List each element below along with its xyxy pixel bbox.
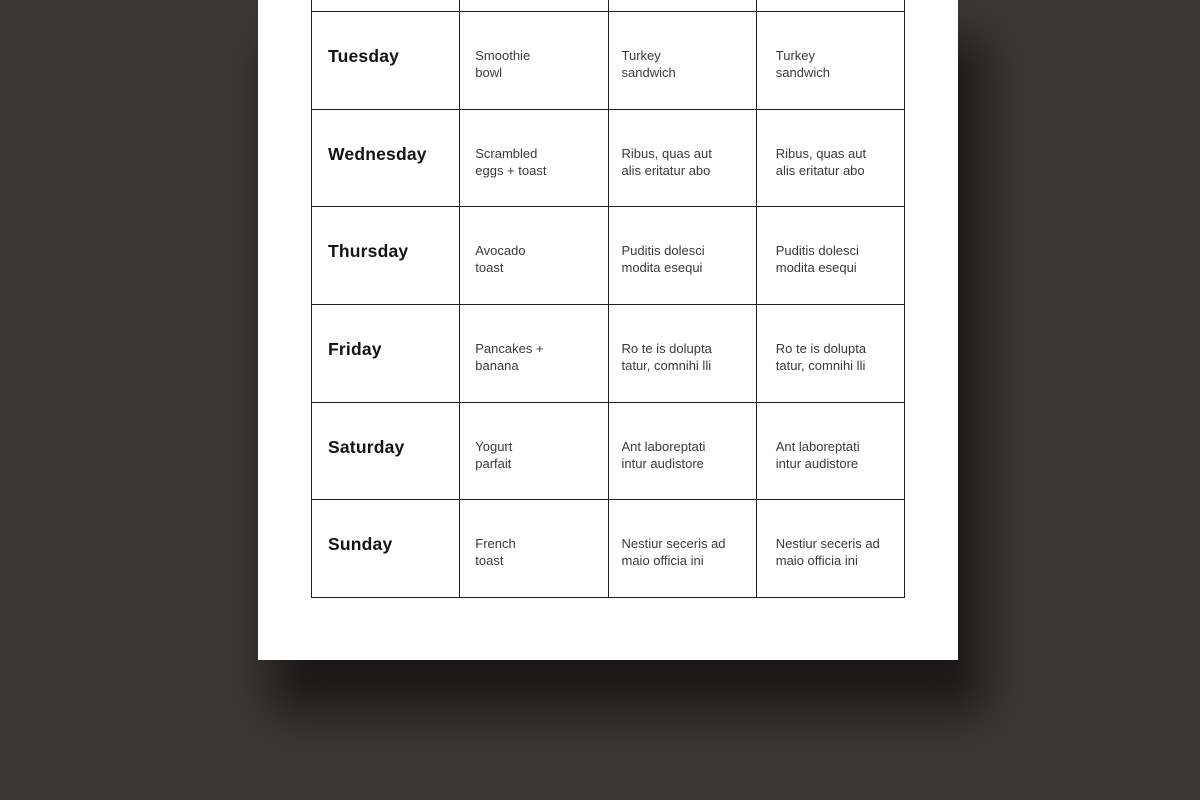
meal-cell xyxy=(609,500,757,598)
meal-text-line: intur audistore xyxy=(775,455,859,471)
meal-text-line: Ant laboreptati xyxy=(621,438,706,454)
meal-text-line: sandwich xyxy=(621,65,676,80)
meal-cell xyxy=(460,12,608,110)
meal-cell xyxy=(757,207,905,305)
day-label: Sunday xyxy=(328,534,393,555)
meal-text-line: Nestiur seceris ad xyxy=(775,536,880,552)
table-cell xyxy=(757,0,905,12)
meal-cell xyxy=(460,403,608,501)
meal-text-line: French xyxy=(475,536,516,552)
meal-text-line: toast xyxy=(475,553,504,569)
table-cell xyxy=(312,0,460,12)
day-cell xyxy=(312,207,460,305)
meal-text-line: Nestiur seceris ad xyxy=(621,536,726,552)
meal-text-line: Smoothie xyxy=(475,48,531,63)
meal-text-line: intur audistore xyxy=(621,455,704,471)
meal-text-line: Ant laboreptati xyxy=(775,438,860,454)
meal-text-line: alis eritatur abo xyxy=(621,162,711,178)
meal-text-line: alis eritatur abo xyxy=(775,162,865,178)
meal-cell xyxy=(460,305,608,403)
table-cell xyxy=(609,0,757,12)
day-cell xyxy=(312,500,460,598)
day-cell xyxy=(312,403,460,501)
meal-text-line: Pancakes + xyxy=(475,340,544,356)
meal-text-line: Ribus, quas aut xyxy=(775,145,867,161)
meal-cell xyxy=(460,110,608,208)
meal-planner-sheet xyxy=(258,0,958,660)
day-label: Friday xyxy=(328,338,382,359)
meal-cell xyxy=(609,207,757,305)
meal-text-line: Ro te is dolupta xyxy=(775,340,867,356)
meal-text-line: sandwich xyxy=(775,65,830,80)
day-cell xyxy=(312,12,460,110)
meal-text-line: banana xyxy=(475,357,519,373)
meal-text-line: maio officia ini xyxy=(621,553,704,569)
meal-text-line: maio officia ini xyxy=(775,553,858,569)
meal-text-line: Turkey xyxy=(775,48,815,63)
day-cell xyxy=(312,305,460,403)
meal-cell xyxy=(460,207,608,305)
meal-text-line: toast xyxy=(475,260,504,276)
meal-text-line: Puditis dolesci xyxy=(621,243,705,259)
meal-text-line: Puditis dolesci xyxy=(775,243,859,259)
meal-cell xyxy=(757,305,905,403)
meal-cell xyxy=(757,110,905,208)
meal-text-line: Yogurt xyxy=(475,438,513,454)
meal-text-line: parfait xyxy=(475,455,512,471)
meal-cell xyxy=(757,12,905,110)
meal-cell xyxy=(609,12,757,110)
meal-text-line: tatur, comnihi lli xyxy=(621,357,712,373)
meal-cell xyxy=(460,500,608,598)
meal-text-line: bowl xyxy=(475,65,502,80)
day-label: Wednesday xyxy=(328,143,427,164)
day-label: Tuesday xyxy=(328,46,400,66)
day-label: Saturday xyxy=(328,436,405,457)
meal-cell xyxy=(609,305,757,403)
table-cell xyxy=(460,0,608,12)
meal-cell xyxy=(609,110,757,208)
meal-text-line: modita esequi xyxy=(775,260,857,276)
day-cell xyxy=(312,110,460,208)
meal-plan-table xyxy=(311,0,904,598)
meal-text-line: eggs + toast xyxy=(475,162,547,178)
meal-cell xyxy=(757,403,905,501)
meal-text-line: Ro te is dolupta xyxy=(621,340,712,356)
meal-text-line: tatur, comnihi lli xyxy=(775,357,866,373)
meal-text-line: Turkey xyxy=(621,48,661,63)
meal-text-line: Scrambled xyxy=(475,145,538,161)
day-label: Thursday xyxy=(328,241,409,262)
meal-text-line: modita esequi xyxy=(621,260,703,276)
meal-text-line: Ribus, quas aut xyxy=(621,145,712,161)
meal-cell xyxy=(757,500,905,598)
meal-cell xyxy=(609,403,757,501)
meal-text-line: Avocado xyxy=(475,243,526,259)
